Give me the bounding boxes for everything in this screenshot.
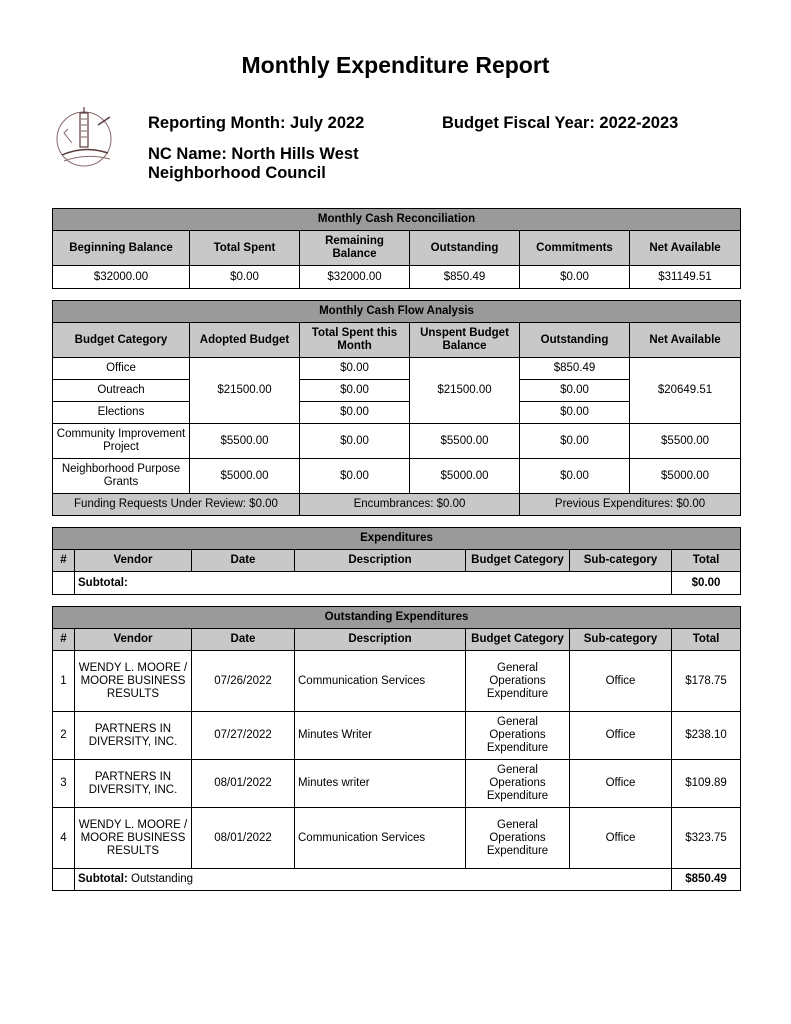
column-header: Date [192,629,295,651]
vendor: PARTNERS IN DIVERSITY, INC. [75,760,192,808]
npg-adopted-budget: $5000.00 [190,459,300,494]
column-header: Total [672,550,741,572]
column-header: Adopted Budget [190,323,300,358]
total: $178.75 [672,651,741,712]
row-number: 2 [53,712,75,760]
npg-spent: $0.00 [300,459,410,494]
subtotal-value: $0.00 [672,572,741,595]
description: Communication Services [295,808,466,869]
column-header: Vendor [75,629,192,651]
vendor: WENDY L. MOORE / MOORE BUSINESS RESULTS [75,808,192,869]
column-header: Unspent Budget Balance [410,323,520,358]
beginning-balance: $32000.00 [53,266,190,289]
column-header: Budget Category [466,629,570,651]
cash-reconciliation-table [52,208,741,289]
date: 08/01/2022 [192,760,295,808]
encumbrances: Encumbrances: $0.00 [300,494,520,516]
column-header: Date [192,550,295,572]
total-spent: $0.00 [190,266,300,289]
outstanding-outreach: $0.00 [520,380,630,402]
subtotal-suffix: Outstanding [131,873,194,885]
column-header: Commitments [520,231,630,266]
section-title: Monthly Cash Reconciliation [53,209,741,231]
cip-unspent: $5500.00 [410,424,520,459]
category-outreach: Outreach [53,380,190,402]
vendor: PARTNERS IN DIVERSITY, INC. [75,712,192,760]
budget-category: General Operations Expenditure [466,760,570,808]
outstanding-elections: $0.00 [520,402,630,424]
description: Minutes Writer [295,712,466,760]
category-office: Office [53,358,190,380]
previous-expenditures: Previous Expenditures: $0.00 [520,494,741,516]
description: Minutes writer [295,760,466,808]
sub-category: Office [570,651,672,712]
table-row [53,808,741,869]
nc-name: NC Name: North Hills West Neighborhood Council [148,145,359,182]
subtotal-label: Subtotal: [75,572,672,595]
category-npg: Neighborhood Purpose Grants [53,459,190,494]
date: 08/01/2022 [192,808,295,869]
vendor: WENDY L. MOORE / MOORE BUSINESS RESULTS [75,651,192,712]
table-row [53,651,741,712]
column-header: Outstanding [520,323,630,358]
outstanding: $850.49 [410,266,520,289]
outstanding-office: $850.49 [520,358,630,380]
spent-outreach: $0.00 [300,380,410,402]
table-row [53,760,741,808]
date: 07/27/2022 [192,712,295,760]
column-header: Budget Category [53,323,190,358]
column-header: Total [672,629,741,651]
section-title: Expenditures [53,528,741,550]
remaining-balance: $32000.00 [300,266,410,289]
column-header: Sub-category [570,629,672,651]
column-header: Description [295,629,466,651]
budget-category: General Operations Expenditure [466,712,570,760]
npg-net-available: $5000.00 [630,459,741,494]
total: $109.89 [672,760,741,808]
category-elections: Elections [53,402,190,424]
subtotal-value: $850.49 [672,869,741,891]
funding-requests-under-review: Funding Requests Under Review: $0.00 [53,494,300,516]
row-number: 4 [53,808,75,869]
column-header: Budget Category [466,550,570,572]
column-header: Description [295,550,466,572]
cash-flow-table [52,300,741,516]
column-header: Vendor [75,550,192,572]
spent-elections: $0.00 [300,402,410,424]
report-title: Monthly Expenditure Report [241,52,550,78]
subtotal-outstanding [75,869,672,891]
npg-unspent: $5000.00 [410,459,520,494]
row-number: 1 [53,651,75,712]
column-header: Beginning Balance [53,231,190,266]
column-header: # [53,629,75,651]
column-header: Sub-category [570,550,672,572]
column-header: Outstanding [410,231,520,266]
column-header: Net Available [630,231,741,266]
table-row [53,712,741,760]
npg-outstanding: $0.00 [520,459,630,494]
commitments: $0.00 [520,266,630,289]
budget-category: General Operations Expenditure [466,808,570,869]
date: 07/26/2022 [192,651,295,712]
column-header: Total Spent this Month [300,323,410,358]
gop-net-available: $20649.51 [630,358,741,424]
column-header: Net Available [630,323,741,358]
sub-category: Office [570,808,672,869]
budget-fiscal-year: Budget Fiscal Year: 2022-2023 [442,114,679,132]
cip-spent: $0.00 [300,424,410,459]
column-header: # [53,550,75,572]
reporting-month: Reporting Month: July 2022 [148,114,365,132]
subtotal-label: Subtotal: [78,873,128,885]
cip-adopted-budget: $5500.00 [190,424,300,459]
spent-office: $0.00 [300,358,410,380]
sub-category: Office [570,760,672,808]
column-header: Total Spent [190,231,300,266]
net-available: $31149.51 [630,266,741,289]
section-title: Monthly Cash Flow Analysis [53,301,741,323]
outstanding-expenditures-table [52,606,741,891]
description: Communication Services [295,651,466,712]
cip-outstanding: $0.00 [520,424,630,459]
cip-net-available: $5500.00 [630,424,741,459]
total: $323.75 [672,808,741,869]
budget-category: General Operations Expenditure [466,651,570,712]
gop-unspent-balance: $21500.00 [410,358,520,424]
row-number: 3 [53,760,75,808]
total: $238.10 [672,712,741,760]
category-cip: Community Improvement Project [53,424,190,459]
section-title: Outstanding Expenditures [53,607,741,629]
sub-category: Office [570,712,672,760]
expenditures-table [52,527,741,595]
column-header: Remaining Balance [300,231,410,266]
gop-adopted-budget: $21500.00 [190,358,300,424]
city-clerk-seal-logo [50,103,122,175]
